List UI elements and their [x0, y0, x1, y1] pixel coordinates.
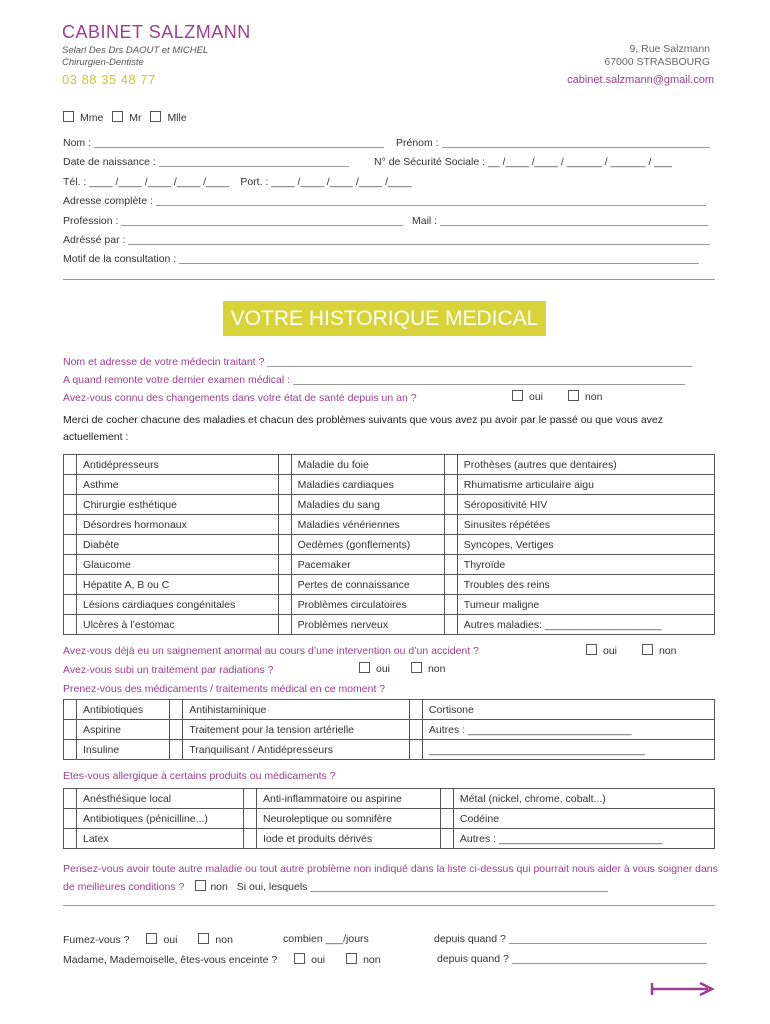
other-if-label: Si oui, lesquels [236, 881, 308, 893]
address-label: Adresse complète : [63, 195, 153, 207]
pregnant-oui-checkbox[interactable] [294, 953, 305, 964]
medication-item-label: Cortisone [422, 700, 714, 720]
smoker-non-label: non [215, 934, 233, 946]
exam-field[interactable] [293, 374, 685, 385]
birth-field[interactable] [159, 156, 349, 167]
tel-field[interactable]: ____ /____ /____ /____ /____ [89, 176, 230, 188]
doctor-field[interactable] [267, 356, 692, 367]
referred-label: Adréssé par : [63, 234, 126, 246]
disease-checkbox[interactable] [444, 495, 457, 515]
prenom-row [396, 137, 710, 149]
medication-item-label: _____________________________________ [422, 740, 714, 760]
motif-label: Motif de la consultation : [63, 253, 177, 265]
disease-checkbox[interactable] [64, 495, 77, 515]
mail-label: Mail : [412, 215, 438, 227]
medication-checkbox[interactable] [170, 720, 183, 740]
other-field[interactable] [310, 881, 608, 892]
other-non-label: non [210, 881, 228, 893]
medication-checkbox[interactable] [64, 720, 77, 740]
disease-checkbox[interactable] [278, 515, 291, 535]
tel-row [63, 176, 411, 188]
mr-label: Mr [129, 112, 142, 124]
disease-checkbox[interactable] [64, 595, 77, 615]
mail-field[interactable] [440, 215, 708, 226]
allergy-checkbox[interactable] [440, 809, 453, 829]
nom-row [63, 137, 384, 149]
nom-label: Nom : [63, 137, 92, 149]
disease-checkbox[interactable] [278, 595, 291, 615]
phone-number: 03 88 35 48 77 [62, 72, 156, 87]
changes-answers [512, 390, 602, 403]
allergy-checkbox[interactable] [440, 789, 453, 809]
social-row [374, 156, 672, 168]
medication-checkbox[interactable] [409, 720, 422, 740]
smoker-non-checkbox[interactable] [198, 933, 209, 944]
disease-item-label: Autres maladies: ____________________ [457, 615, 714, 635]
allergy-item-label: Métal (nickel, chrome, cobalt...) [453, 789, 714, 809]
title-choices [63, 111, 187, 124]
pregnant-since-label: depuis quand ? [437, 953, 509, 965]
medication-checkbox[interactable] [409, 700, 422, 720]
port-label: Port. : [240, 176, 269, 188]
changes-non-checkbox[interactable] [568, 390, 579, 401]
allergy-checkbox[interactable] [440, 829, 453, 849]
disease-item-label: Antidépresseurs [77, 455, 279, 475]
prenom-field[interactable] [442, 137, 710, 148]
disease-checkbox[interactable] [444, 475, 457, 495]
disease-row [64, 595, 715, 615]
allergy-row [64, 829, 715, 849]
disease-item-label: Hépatite A, B ou C [77, 575, 279, 595]
disease-item-label: Troubles des reins [457, 575, 714, 595]
medication-item-label: Traitement pour la tension artérielle [183, 720, 410, 740]
medication-row [64, 700, 715, 720]
disease-item-label: Asthme [77, 475, 279, 495]
disease-item-label: Désordres hormonaux [77, 515, 279, 535]
address-field[interactable] [156, 195, 706, 206]
disease-item-label: Chirurgie esthétique [77, 495, 279, 515]
medication-item-label: Antibiotiques [77, 700, 170, 720]
pregnant-label: Madame, Mademoiselle, êtes-vous enceinte ? [63, 954, 278, 966]
pregnant-non-label: non [363, 954, 381, 966]
disease-checkbox[interactable] [64, 575, 77, 595]
tel-label: Tél. : [63, 176, 87, 188]
disease-item-label: Ulcères à l’estomac [77, 615, 279, 635]
disease-item-label: Syncopes, Vertiges [457, 535, 714, 555]
section-banner: VOTRE HISTORIQUE MEDICAL [223, 301, 546, 336]
allergy-item-label: Anti-inflammatoire ou aspirine [256, 789, 440, 809]
allergy-row [64, 809, 715, 829]
disease-item-label: Prothèses (autres que dentaires) [457, 455, 714, 475]
smoker-oui-checkbox[interactable] [146, 933, 157, 944]
disease-item-label: Rhumatisme articulaire aigu [457, 475, 714, 495]
instructions-text: Merci de cocher chacune des maladies et chacun des problèmes suivants que vous avez pu avoir par le passé ou que vous avez actuellement : [63, 414, 664, 443]
allergy-checkbox[interactable] [64, 789, 77, 809]
mme-checkbox[interactable] [63, 111, 74, 122]
radiation-oui-checkbox[interactable] [359, 662, 370, 673]
birth-row [63, 156, 349, 168]
disease-item-label: Maladie du foie [291, 455, 444, 475]
disease-checkbox[interactable] [64, 475, 77, 495]
disease-item-label: Oedèmes (gonflements) [291, 535, 444, 555]
smoker-combien[interactable]: combien ___/jours [283, 933, 369, 945]
meds-question: Prenez-vous des médicaments / traitements médical en ce moment ? [63, 683, 386, 695]
disease-checkbox[interactable] [444, 515, 457, 535]
allergy-checkbox[interactable] [64, 829, 77, 849]
allergy-row [64, 789, 715, 809]
changes-oui-label: oui [529, 391, 544, 403]
disease-row [64, 475, 715, 495]
pregnant-since-row [437, 953, 707, 965]
changes-non-label: non [584, 391, 603, 403]
other-extra-line[interactable] [63, 905, 715, 906]
birth-label: Date de naissance : [63, 156, 156, 168]
disease-checkbox[interactable] [444, 535, 457, 555]
allergy-item-label: Antibiotiques (pénicilline...) [77, 809, 244, 829]
allergy-checkbox[interactable] [243, 829, 256, 849]
subtitle-profession: Chirurgien-Dentiste [62, 57, 144, 68]
disease-row [64, 515, 715, 535]
disease-checkbox[interactable] [278, 495, 291, 515]
disease-item-label: Thyroïde [457, 555, 714, 575]
port-field[interactable]: ____ /____ /____ /____ /____ [271, 176, 412, 188]
referred-row [63, 234, 710, 246]
bleeding-oui-checkbox[interactable] [586, 644, 597, 655]
disease-item-label: Problèmes nerveux [291, 615, 444, 635]
other-question-text: Pensez-vous avoir toute autre maladie ou tout autre problème non indiqué dans la liste ci-dessus qui pourrait nous aider à vous soigner dans de meilleures conditions ? [63, 863, 718, 893]
allergy-checkbox[interactable] [243, 809, 256, 829]
nom-field[interactable] [94, 137, 384, 148]
bleeding-non-checkbox[interactable] [642, 644, 653, 655]
profession-field[interactable] [121, 215, 403, 226]
disease-item-label: Pertes de connaissance [291, 575, 444, 595]
address-line2: 67000 STRASBOURG [604, 56, 710, 68]
mlle-checkbox[interactable] [150, 111, 161, 122]
allergy-item-label: Latex [77, 829, 244, 849]
allergy-item-label: Codéine [453, 809, 714, 829]
disease-checkbox[interactable] [444, 455, 457, 475]
next-page-arrow-icon[interactable] [650, 980, 716, 998]
disease-row [64, 575, 715, 595]
radiation-question: Avez-vous subi un traitement par radiations ? [63, 664, 274, 676]
radiation-oui-label: oui [376, 663, 391, 675]
radiation-answers [359, 662, 445, 675]
disease-item-label: Lésions cardiaques congénitales [77, 595, 279, 615]
disease-item-label: Glaucome [77, 555, 279, 575]
disease-checkbox[interactable] [278, 475, 291, 495]
social-label: N° de Sécurité Sociale : [374, 156, 486, 168]
allergy-item-label: Autres : ____________________________ [453, 829, 714, 849]
pregnant-since-field[interactable] [512, 953, 707, 964]
other-non-checkbox[interactable] [195, 880, 206, 891]
mme-label: Mme [80, 112, 104, 124]
disease-checkbox[interactable] [64, 535, 77, 555]
disease-checkbox[interactable] [64, 455, 77, 475]
disease-checkbox[interactable] [278, 455, 291, 475]
medication-row [64, 740, 715, 760]
disease-checkbox[interactable] [64, 615, 77, 635]
other-question [63, 860, 718, 896]
motif-field[interactable] [179, 253, 699, 264]
medication-checkbox[interactable] [64, 740, 77, 760]
address-row [63, 195, 706, 207]
disease-checkbox[interactable] [278, 615, 291, 635]
smoker-oui-label: oui [163, 934, 178, 946]
disease-row [64, 495, 715, 515]
profession-label: Profession : [63, 215, 119, 227]
address-line1: 9, Rue Salzmann [629, 43, 710, 55]
disease-checkbox[interactable] [278, 575, 291, 595]
pregnant-non-checkbox[interactable] [346, 953, 357, 964]
bleeding-non-label: non [658, 645, 677, 657]
changes-oui-checkbox[interactable] [512, 390, 523, 401]
medication-item-label: Autres : ____________________________ [422, 720, 714, 740]
pregnant-row [63, 953, 381, 966]
disease-item-label: Pacemaker [291, 555, 444, 575]
smoker-label: Fumez-vous ? [63, 934, 130, 946]
prenom-label: Prénom : [396, 137, 439, 149]
medication-item-label: Aspirine [77, 720, 170, 740]
disease-checkbox[interactable] [444, 615, 457, 635]
bleeding-question: Avez-vous déjà eu un saignement anormal au cours d’une intervention ou d’un accident ? [63, 645, 479, 657]
smoker-since-field[interactable] [509, 933, 707, 944]
medication-row [64, 720, 715, 740]
motif-extra-line[interactable] [63, 279, 715, 280]
disease-row [64, 455, 715, 475]
allergy-checkbox[interactable] [243, 789, 256, 809]
medication-item-label: Insuline [77, 740, 170, 760]
allergy-table [63, 788, 715, 849]
disease-item-label: Tumeur maligne [457, 595, 714, 615]
medication-item-label: Antihistaminique [183, 700, 410, 720]
doctor-row [63, 356, 692, 368]
disease-checkbox[interactable] [278, 535, 291, 555]
disease-table [63, 454, 715, 635]
disease-item-label: Maladies vénériennes [291, 515, 444, 535]
allergy-item-label: Neuroleptique ou somnifère [256, 809, 440, 829]
radiation-non-label: non [427, 663, 446, 675]
referred-field[interactable] [128, 234, 710, 245]
disease-checkbox[interactable] [444, 555, 457, 575]
changes-question: Avez-vous connu des changements dans votre état de santé depuis un an ? [63, 392, 417, 404]
medication-checkbox[interactable] [64, 700, 77, 720]
disease-item-label: Diabète [77, 535, 279, 555]
profession-row [63, 215, 403, 227]
disease-item-label: Sinusites répétées [457, 515, 714, 535]
cabinet-brand: CABINET SALZMANN [62, 22, 251, 42]
meds-table [63, 699, 715, 760]
bleeding-answers [586, 644, 676, 657]
doctor-question: Nom et adresse de votre médecin traitant ? [63, 356, 265, 368]
medication-checkbox[interactable] [170, 740, 183, 760]
exam-question: A quand remonte votre dernier examen médical : [63, 374, 291, 386]
disease-row [64, 535, 715, 555]
email-link[interactable]: cabinet.salzmann@gmail.com [567, 74, 714, 86]
smoker-since-row [434, 933, 707, 945]
disease-item-label: Problèmes circulatoires [291, 595, 444, 615]
disease-checkbox[interactable] [444, 595, 457, 615]
disease-checkbox[interactable] [444, 575, 457, 595]
mlle-label: Mlle [167, 112, 187, 124]
disease-row [64, 615, 715, 635]
smoker-since-label: depuis quand ? [434, 933, 506, 945]
pregnant-oui-label: oui [311, 954, 326, 966]
medication-checkbox[interactable] [409, 740, 422, 760]
disease-checkbox[interactable] [64, 515, 77, 535]
radiation-non-checkbox[interactable] [411, 662, 422, 673]
medication-item-label: Tranquilisant / Antidépresseurs [183, 740, 410, 760]
disease-item-label: Maladies du sang [291, 495, 444, 515]
disease-checkbox[interactable] [278, 555, 291, 575]
mail-row [412, 215, 708, 227]
subtitle-selarl: Selarl Des Drs DAOUT et MICHEL [62, 45, 209, 56]
disease-checkbox[interactable] [64, 555, 77, 575]
mr-checkbox[interactable] [112, 111, 123, 122]
smoker-row [63, 933, 233, 946]
allergy-question: Etes-vous allergique à certains produits ou médicaments ? [63, 770, 336, 782]
allergy-item-label: Anésthésique local [77, 789, 244, 809]
disease-item-label: Maladies cardiaques [291, 475, 444, 495]
exam-row [63, 374, 685, 386]
bleeding-oui-label: oui [603, 645, 618, 657]
allergy-item-label: Iode et produits dérivés [256, 829, 440, 849]
motif-row [63, 253, 699, 265]
allergy-checkbox[interactable] [64, 809, 77, 829]
social-field[interactable]: __ /____ /____ / ______ / ______ / ___ [487, 156, 672, 168]
medication-checkbox[interactable] [170, 700, 183, 720]
disease-item-label: Séropositivité HIV [457, 495, 714, 515]
disease-row [64, 555, 715, 575]
